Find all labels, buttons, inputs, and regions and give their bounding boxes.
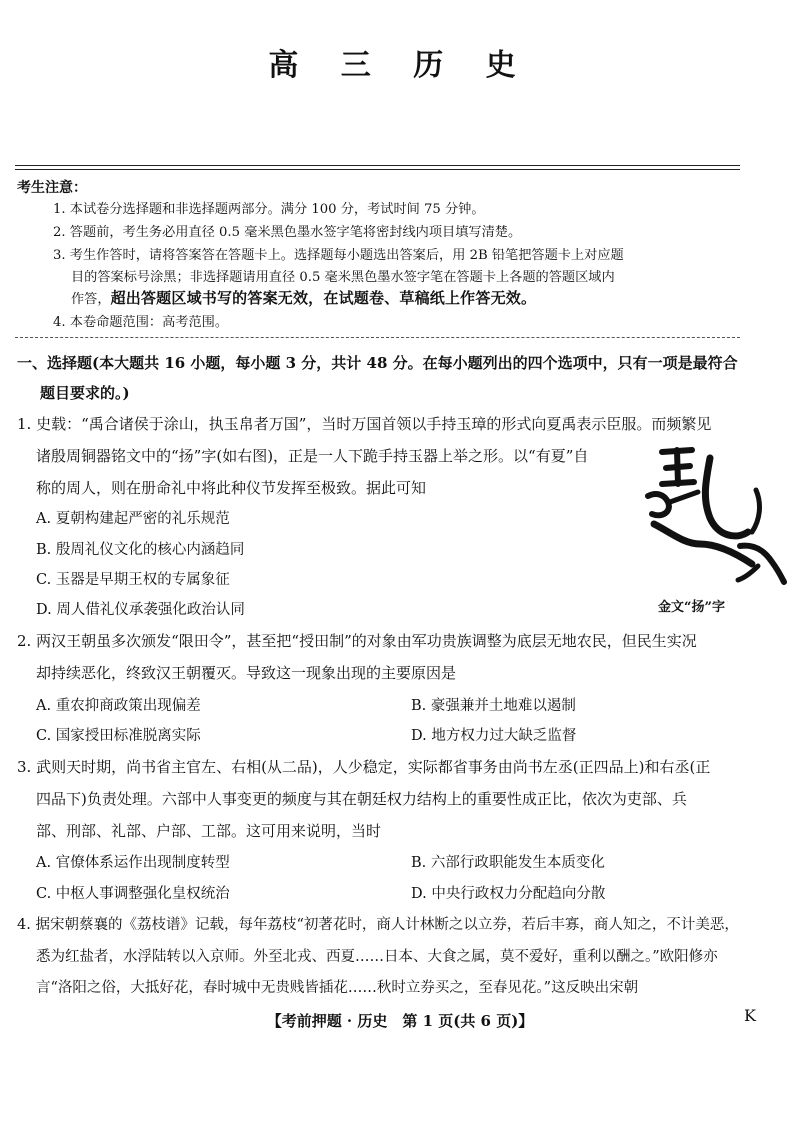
notice-item-4: 4. 本卷命题范围：高考范围。 [53, 315, 229, 330]
q4-stem-line-3: 言“洛阳之俗，大抵好花，春时城中无贵贱皆插花……秋时立券买之，至春见花。”这反映出宋朝 [36, 980, 639, 996]
q3-stem-line-1: 3. 武则天时期，尚书省主官左、右相(从二品)，人少稳定，实际都省事务由尚书左丞(正四品上)和右丞(正 [17, 758, 711, 776]
header-rule-thin [15, 169, 740, 170]
q3-option-a: A. 官僚体系运作出现制度转型 [36, 855, 230, 871]
q1-option-b: B. 殷周礼仪文化的核心内涵趋同 [36, 542, 245, 558]
notice-item-3-cont2 [71, 291, 536, 306]
notice-heading: 考生注意： [17, 180, 87, 196]
q4-stem-line-2: 悉为红盐者，水浮陆转以入京师。外至北戎、西夏……日本、大食之属，莫不爱好，重利以酬之。”欧阳修亦 [36, 949, 718, 965]
page-title: 高 三 历 史 [268, 48, 532, 83]
q1-stem-line-1: 1. 史载：“禹合诸侯于涂山，执玉帛者万国”，当时万国首领以手持玉璋的形式向夏禹表示臣服。而频繁见 [17, 415, 712, 433]
header-rule [15, 165, 740, 166]
section-heading: 一、选择题(本大题共 16 小题，每小题 3 分，共计 48 分。在每小题列出的四个选项中，只有一项是最符合 [17, 354, 738, 372]
image-caption: 金文“扬”字 [658, 600, 725, 615]
corner-mark: K [744, 1006, 756, 1025]
q4-stem-line-1: 4. 据宋朝蔡襄的《荔枝谱》记载，每年荔枝“初著花时，商人计林断之以立券，若后丰寡，商人知之，不计美恶， [17, 917, 739, 933]
q1-option-d: D. 周人借礼仪承袭强化政治认同 [36, 602, 245, 618]
q3-option-d: D. 中央行政权力分配趋向分散 [411, 886, 606, 902]
notice-item-1: 1. 本试卷分选择题和非选择题两部分。满分 100 分，考试时间 75 分钟。 [53, 202, 485, 217]
q3-stem-line-2: 四品下)负责处理。六部中人事变更的频度与其在朝廷权力结构上的重要性成正比，依次为吏部、兵 [36, 790, 687, 808]
q2-option-a: A. 重农抑商政策出现偏差 [36, 698, 201, 714]
q1-stem-line-3: 称的周人，则在册命礼中将此种仪节发挥至极致。据此可知 [36, 479, 427, 497]
section-heading-cont: 题目要求的。) [40, 384, 130, 402]
notice-item-3-tail: 作答， [71, 292, 111, 307]
bronze-inscription-yang-image [640, 440, 790, 590]
q1-option-c: C. 玉器是早期王权的专属象征 [36, 572, 230, 588]
notice-item-2: 2. 答题前，考生务必用直径 0.5 毫米黑色墨水签字笔将密封线内项目填写清楚。 [53, 225, 522, 240]
q3-stem-line-3: 部、刑部、礼部、户部、工部。这可用来说明，当时 [36, 822, 382, 840]
q2-option-d: D. 地方权力过大缺乏监督 [411, 728, 577, 744]
notice-item-3-emphasis: 超出答题区域书写的答案无效，在试题卷、草稿纸上作答无效。 [110, 289, 537, 307]
q2-option-c: C. 国家授田标准脱离实际 [36, 728, 201, 744]
q1-option-a: A. 夏朝构建起严密的礼乐规范 [36, 511, 230, 527]
q2-option-b: B. 豪强兼并土地难以遏制 [411, 698, 576, 714]
q3-option-c: C. 中枢人事调整强化皇权统治 [36, 886, 230, 902]
q1-stem-line-2: 诸殷周铜器铭文中的“扬”字(如右图)，正是一人下跪手持玉器上举之形。以“有夏”自 [36, 447, 589, 465]
q2-stem-line-2: 却持续恶化，终致汉王朝覆灭。导致这一现象出现的主要原因是 [36, 664, 457, 682]
page-footer: 【考前押题 · 历史 第 1 页(共 6 页)】 [266, 1012, 534, 1030]
notice-divider [15, 337, 740, 338]
q2-stem-line-1: 2. 两汉王朝虽多次颁发“限田令”，甚至把“授田制”的对象由军功贵族调整为底层无地农民，但民生实况 [17, 632, 697, 650]
notice-item-3: 3. 考生作答时，请将答案答在答题卡上。选择题每小题选出答案后，用 2B 铅笔把答题卡上对应题 [53, 248, 624, 263]
notice-item-3-cont: 目的答案标号涂黑；非选择题请用直径 0.5 毫米黑色墨水签字笔在答题卡上各题的答题区域内 [71, 270, 615, 285]
q3-option-b: B. 六部行政职能发生本质变化 [411, 855, 605, 871]
